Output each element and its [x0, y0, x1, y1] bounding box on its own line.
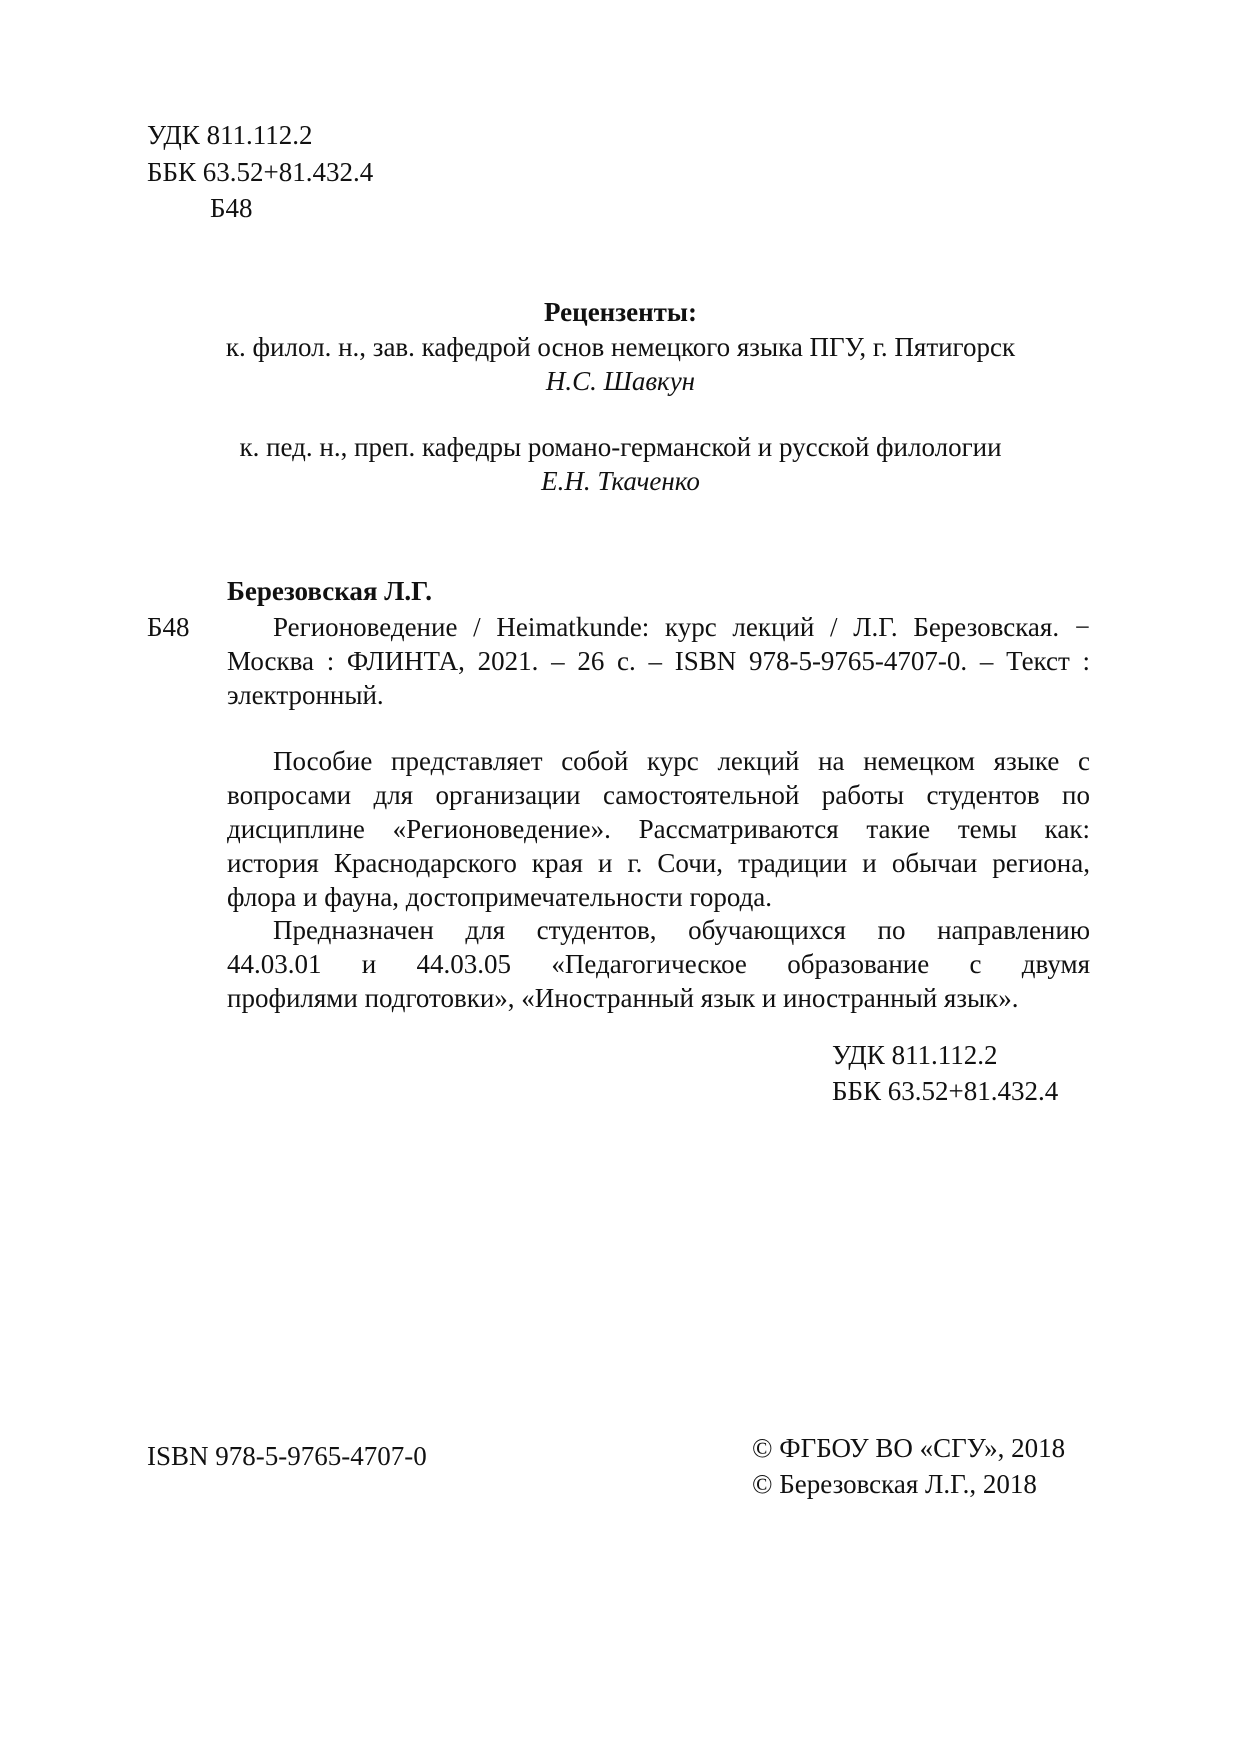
bibliography-line: электронный. [227, 680, 384, 710]
abstract-line: дисциплине «Регионоведение». Рассматриваются такие темы как: [227, 814, 1090, 844]
reviewers-title: Рецензенты: [544, 297, 697, 327]
bibliography-record [227, 610, 1090, 712]
bibliography-code: Б48 [147, 612, 190, 642]
author-mark: Б48 [210, 193, 253, 223]
isbn: ISBN 978-5-9765-4707-0 [147, 1441, 427, 1471]
copyright-author: © Березовская Л.Г., 2018 [752, 1469, 1037, 1499]
abstract-line: профилями подготовки», «Иностранный язык и иностранный язык». [227, 983, 1019, 1013]
reviewer-2-position: к. пед. н., преп. кафедры романо-германской и русской филологии [239, 432, 1002, 462]
abstract-paragraph-2 [227, 913, 1090, 1015]
abstract-line: вопросами для организации самостоятельной работы студентов по [227, 780, 1090, 810]
udk-code: УДК 811.112.2 [147, 120, 313, 150]
reviewer-1-position: к. филол. н., зав. кафедрой основ немецкого языка ПГУ, г. Пятигорск [225, 332, 1016, 362]
reviewer-1-name: Н.С. Шавкун [545, 366, 696, 396]
abstract-line: флора и фауна, достопримечательности города. [227, 882, 773, 912]
bibliography-line: Москва : ФЛИНТА, 2021. – 26 с. – ISBN 978-5-9765-4707-0. – Текст : [227, 646, 1090, 676]
bibliography-author: Березовская Л.Г. [227, 576, 433, 606]
abstract-line: 44.03.01 и 44.03.05 «Педагогическое образование с двумя [227, 949, 1090, 979]
classification-bbk: ББК 63.52+81.432.4 [832, 1076, 1059, 1106]
abstract-line: Пособие представляет собой курс лекций на немецком языке с [273, 746, 1090, 776]
classification-udk: УДК 811.112.2 [832, 1040, 998, 1070]
bbk-code: ББК 63.52+81.432.4 [147, 157, 374, 187]
reviewer-2-name: Е.Н. Ткаченко [541, 466, 700, 496]
abstract-line: история Краснодарского края и г. Сочи, традиции и обычаи региона, [227, 848, 1090, 878]
copyright-publisher: © ФГБОУ ВО «СГУ», 2018 [752, 1433, 1066, 1463]
abstract-paragraph-1 [227, 744, 1090, 914]
abstract-line: Предназначен для студентов, обучающихся по направлению [273, 915, 1090, 945]
bibliography-line: Регионоведение / Heimatkunde: курс лекций / Л.Г. Березовская. − [273, 612, 1090, 642]
